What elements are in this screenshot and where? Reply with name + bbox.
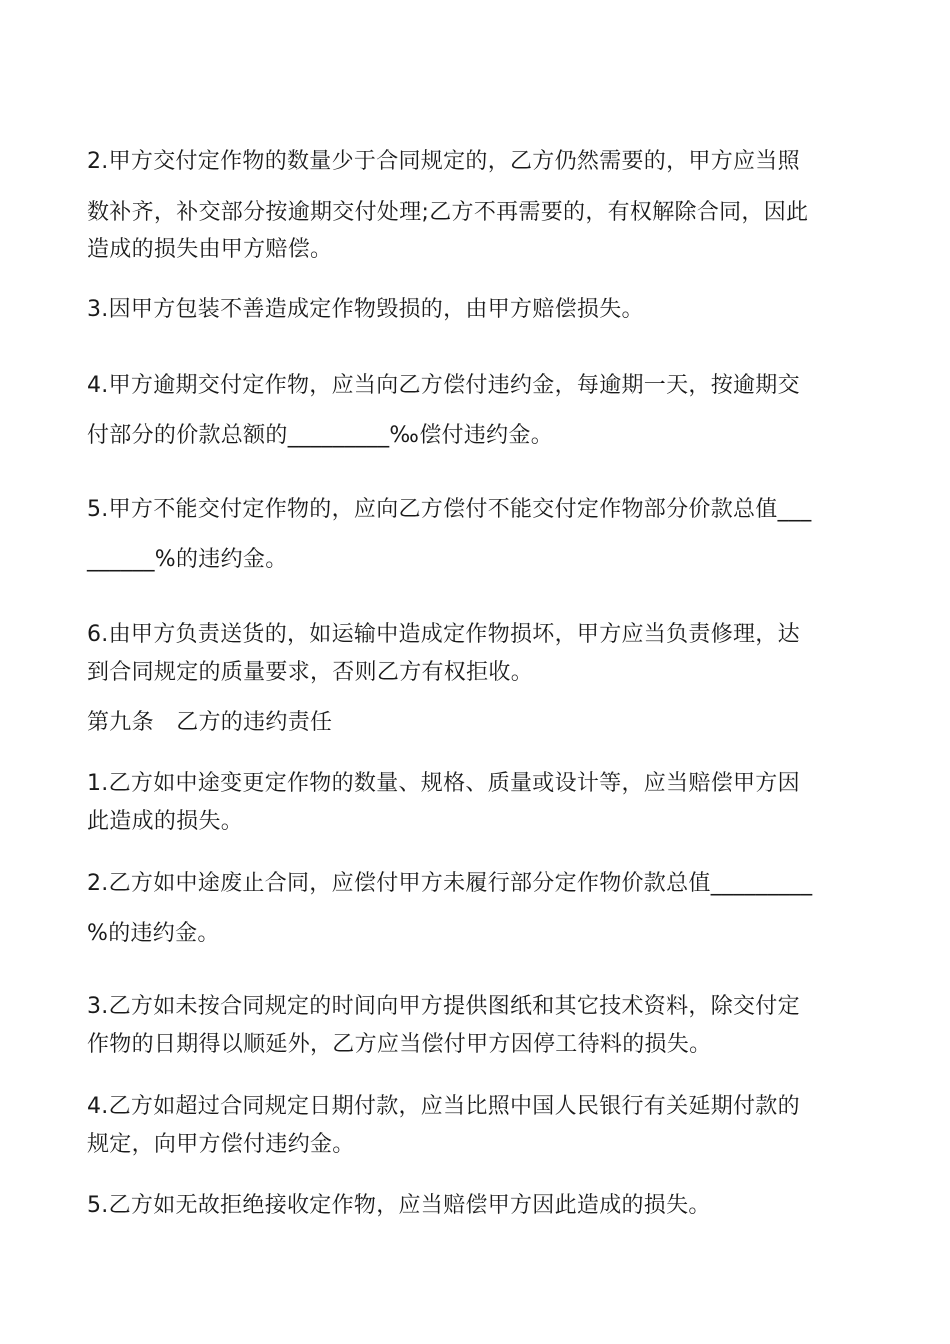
text-line: 5.甲方不能交付定作物的，应向乙方偿付不能交付定作物部分价款总值___	[87, 497, 812, 522]
text-line: ______%的违约金。	[87, 547, 288, 572]
text-line: %的违约金。	[87, 921, 220, 946]
text-line: 数补齐，补交部分按逾期交付处理;乙方不再需要的，有权解除合同，因此	[87, 200, 809, 225]
text-line: 3.乙方如未按合同规定的时间向甲方提供图纸和其它技术资料，除交付定	[87, 994, 800, 1019]
text-line: 此造成的损失。	[87, 809, 244, 834]
section-heading: 第九条 乙方的违约责任	[87, 710, 333, 735]
text-line: 造成的损失由甲方赔偿。	[87, 237, 333, 262]
text-line: 4.乙方如超过合同规定日期付款，应当比照中国人民银行有关延期付款的	[87, 1094, 800, 1119]
text-line: 5.乙方如无故拒绝接收定作物，应当赔偿甲方因此造成的损失。	[87, 1193, 711, 1218]
text-line: 6.由甲方负责送货的，如运输中造成定作物损坏，甲方应当负责修理，达	[87, 622, 800, 647]
text-line: 4.甲方逾期交付定作物，应当向乙方偿付违约金，每逾期一天，按逾期交	[87, 373, 800, 398]
text-line: 作物的日期得以顺延外，乙方应当偿付甲方因停工待料的损失。	[87, 1032, 712, 1057]
text-line: 2.甲方交付定作物的数量少于合同规定的，乙方仍然需要的，甲方应当照	[87, 149, 800, 174]
text-line: 1.乙方如中途变更定作物的数量、规格、质量或设计等，应当赔偿甲方因	[87, 771, 800, 796]
text-line: 2.乙方如中途废止合同，应偿付甲方未履行部分定作物价款总值_________	[87, 871, 813, 896]
text-line: 3.因甲方包装不善造成定作物毁损的，由甲方赔偿损失。	[87, 297, 644, 322]
text-line: 规定，向甲方偿付违约金。	[87, 1132, 355, 1157]
text-line: 付部分的价款总额的_________‰偿付违约金。	[87, 423, 554, 448]
text-line: 到合同规定的质量要求，否则乙方有权拒收。	[87, 660, 534, 685]
